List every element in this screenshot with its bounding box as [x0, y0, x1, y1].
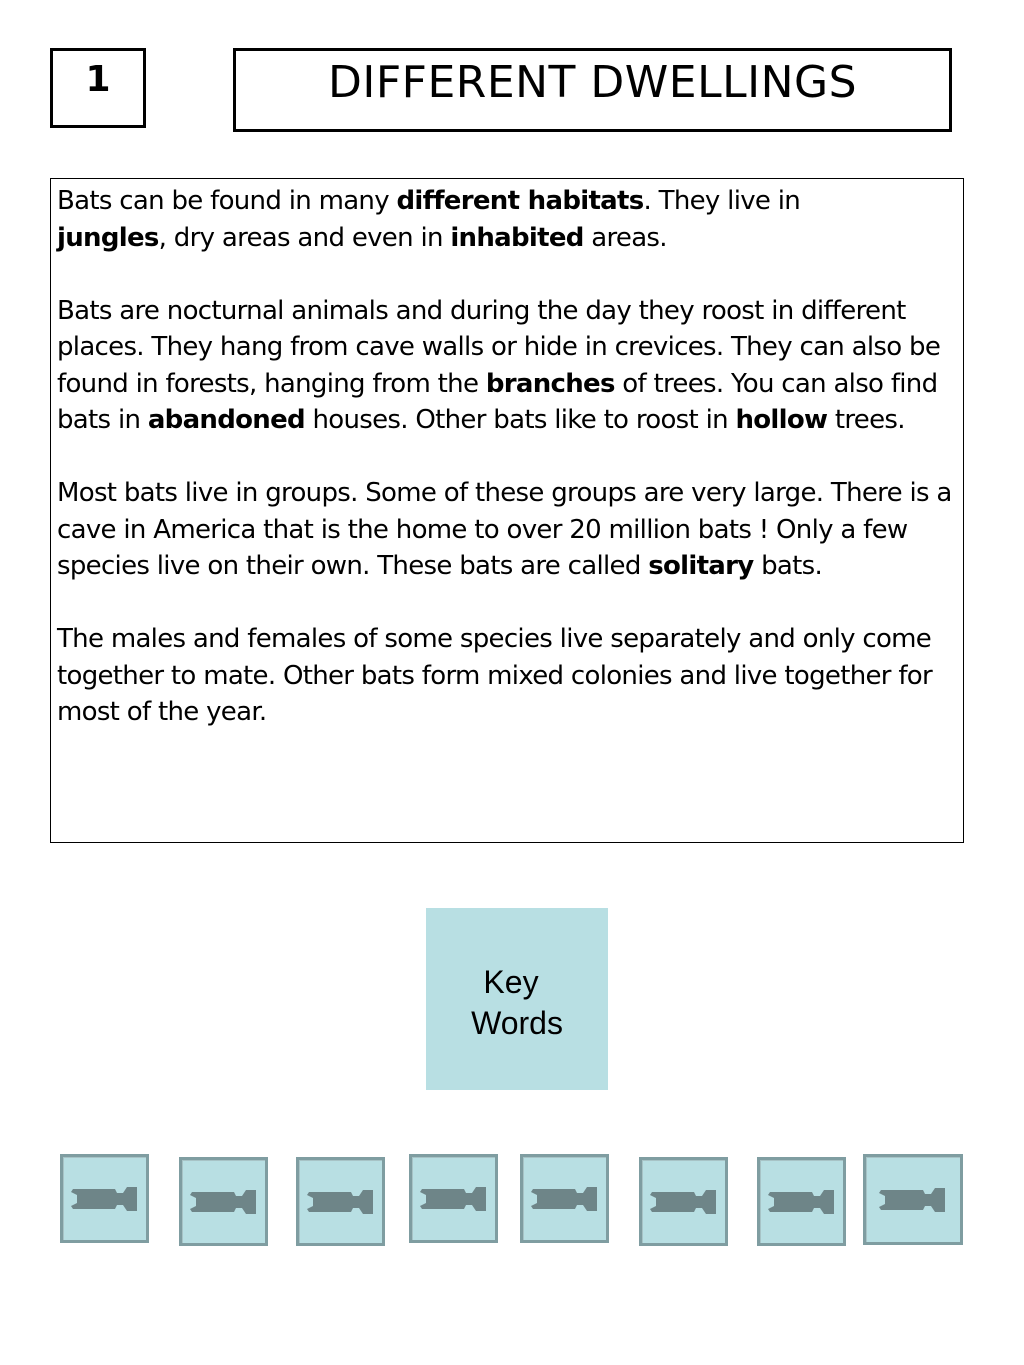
key-term-inhabited: inhabited — [450, 222, 584, 253]
text-run: Bats are nocturnal animals and during the day they roost in different places. They hang from cave walls or hide in crevices. They can also be found in forests, hanging from the — [57, 295, 941, 399]
video-camera-icon — [69, 1179, 141, 1219]
passage-box — [50, 178, 964, 843]
paragraph-2 — [57, 293, 957, 439]
text-run: houses. Other bats like to roost in — [304, 405, 736, 435]
video-camera-icon — [188, 1182, 260, 1222]
video-tile[interactable] — [520, 1154, 609, 1243]
key-term-branches: branches — [485, 368, 615, 399]
video-camera-icon — [529, 1179, 601, 1219]
video-tile[interactable] — [60, 1154, 149, 1243]
video-tile[interactable] — [863, 1154, 963, 1245]
key-words-button[interactable] — [426, 908, 608, 1090]
text-run: Bats can be found in many — [57, 186, 397, 216]
key-term-jungles: jungles — [57, 222, 159, 253]
video-camera-icon — [305, 1182, 377, 1222]
text-run: areas. — [583, 222, 667, 253]
section-number: 1 — [85, 59, 111, 100]
key-words-label-line2: Words — [471, 1005, 563, 1041]
paragraph-1 — [57, 183, 957, 256]
paragraph-3 — [57, 475, 957, 585]
text-run: , dry areas and even in — [158, 222, 451, 253]
key-term-abandoned: abandoned — [147, 405, 305, 435]
section-number-box — [50, 48, 146, 128]
text-run: The males and females of some species live separately and only come together to mate. Other bats form mixed colonies and live together for most of the year. — [57, 624, 932, 727]
text-run: . They live in — [643, 186, 801, 216]
text-run: trees. — [827, 405, 905, 435]
video-tile[interactable] — [639, 1157, 728, 1246]
text-run: Most bats live in groups. Some of these groups are very large. There is a cave in America that is the home to over 20 million bats ! Only a few species live on their own. These bats are called — [57, 478, 952, 581]
video-camera-icon — [877, 1180, 949, 1220]
text-run: bats. — [753, 551, 823, 581]
paragraph-4 — [57, 621, 957, 731]
title-box — [233, 48, 952, 132]
key-term-solitary: solitary — [648, 551, 754, 581]
key-term-hollow: hollow — [735, 405, 828, 435]
page-title: DIFFERENT DWELLINGS — [327, 57, 858, 108]
key-term-different-habitats: different habitats — [396, 186, 644, 216]
video-tile[interactable] — [409, 1154, 498, 1243]
video-camera-icon — [648, 1182, 720, 1222]
video-tile[interactable] — [757, 1157, 846, 1246]
video-camera-icon — [418, 1179, 490, 1219]
video-tile[interactable] — [179, 1157, 268, 1246]
text-run: of trees. You can also find bats in — [57, 368, 938, 435]
video-camera-icon — [766, 1182, 838, 1222]
key-words-label-line1: Key — [483, 964, 539, 1000]
video-tile[interactable] — [296, 1157, 385, 1246]
